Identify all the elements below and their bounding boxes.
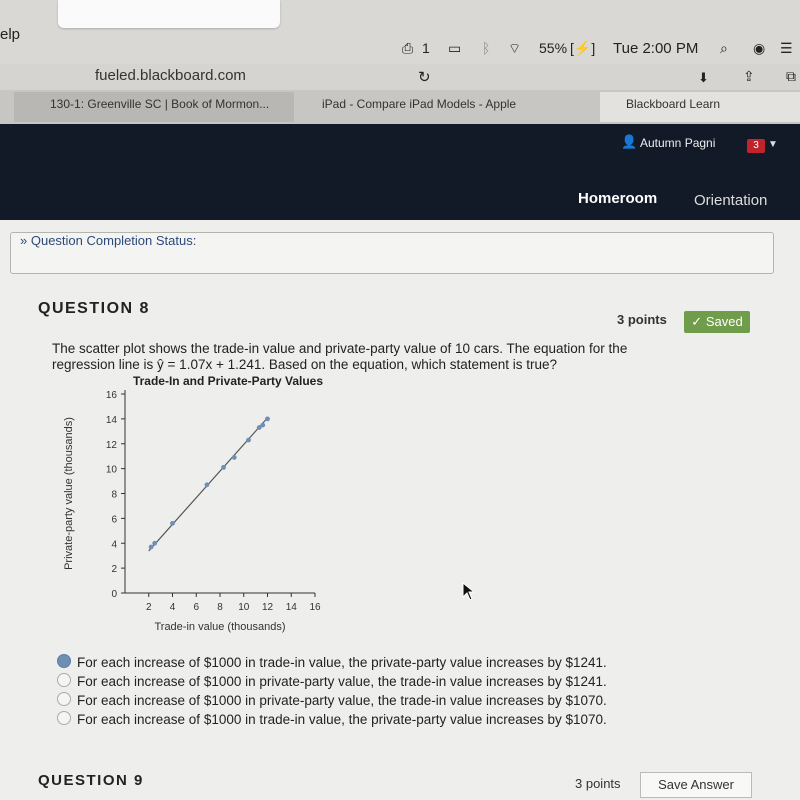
- data-point: [221, 465, 226, 470]
- question-8-text: [52, 341, 712, 373]
- bluetooth-icon: ᛒ: [482, 40, 491, 56]
- save-answer-button[interactable]: Save Answer: [640, 772, 752, 798]
- user-name[interactable]: Autumn Pagni: [640, 136, 716, 150]
- scatter-plot: [56, 370, 346, 638]
- user-avatar-icon: 👤: [621, 134, 638, 149]
- airplay-icon: ▭: [448, 40, 462, 56]
- question-9-points: 3 points: [575, 776, 621, 791]
- tabs-overview-icon[interactable]: ⧉: [786, 68, 796, 84]
- check-icon: ✓: [691, 314, 703, 329]
- x-tick-label: 2: [145, 602, 152, 613]
- double-chevron-down-icon: »: [20, 233, 28, 248]
- nav-homeroom[interactable]: Homeroom: [578, 190, 658, 207]
- y-tick-label: 8: [111, 489, 117, 501]
- answer-option-4[interactable]: [57, 711, 607, 727]
- status-label-text: Question Completion Status:: [30, 233, 197, 248]
- airdrop-icon: ⎙: [402, 40, 414, 56]
- y-tick-label: 10: [105, 464, 117, 476]
- question-9-title: QUESTION 9: [38, 772, 144, 789]
- notification-center-icon[interactable]: ☰: [780, 40, 793, 56]
- x-tick-label: 6: [193, 602, 200, 613]
- radio-button[interactable]: [57, 673, 71, 687]
- x-tick-label: 14: [285, 602, 297, 613]
- mouse-pointer-icon: [462, 582, 476, 602]
- radio-button[interactable]: [57, 711, 71, 725]
- download-icon[interactable]: ⬇: [698, 70, 709, 85]
- question-text-line-1: The scatter plot shows the trade-in value and private-party value of 10 cars. The equation for the: [52, 341, 628, 356]
- x-tick-label: 8: [217, 602, 223, 613]
- answer-option-2[interactable]: [57, 673, 607, 689]
- y-tick-label: 14: [105, 414, 117, 426]
- share-icon[interactable]: ⇪: [743, 68, 755, 84]
- airdrop-count: 1: [422, 40, 430, 56]
- question-8-points: 3 points: [617, 312, 667, 327]
- tab-ipad-compare[interactable]: iPad - Compare iPad Models - Apple: [322, 97, 517, 111]
- saved-badge: [684, 311, 750, 333]
- x-tick-label: 10: [238, 602, 250, 613]
- url-text[interactable]: fueled.blackboard.com: [95, 67, 246, 84]
- answer-option-2-label: For each increase of $1000 in private-party value, the trade-in value increases by $1241.: [77, 674, 607, 689]
- y-axis-label: Private-party value (thousands): [63, 417, 75, 570]
- y-tick-label: 2: [111, 564, 117, 576]
- tab-book-of-mormon[interactable]: 130-1: Greenville SC | Book of Mormon...: [14, 92, 294, 122]
- data-point: [149, 545, 154, 550]
- notification-badge[interactable]: 3: [747, 139, 765, 153]
- reload-icon[interactable]: ↻: [418, 69, 431, 86]
- y-tick-label: 0: [111, 589, 117, 600]
- wifi-icon: ⌔: [508, 40, 522, 56]
- tab-blackboard-learn[interactable]: Blackboard Learn: [600, 92, 800, 122]
- y-tick-label: 16: [105, 390, 117, 401]
- data-point: [265, 416, 270, 421]
- answer-option-4-label: For each increase of $1000 in trade-in value, the private-party value increases by $1070.: [77, 712, 607, 727]
- y-tick-label: 12: [105, 439, 117, 451]
- device-frame-edge: [58, 0, 280, 28]
- battery-icon: [⚡]: [570, 40, 596, 56]
- data-point: [246, 438, 251, 443]
- x-axis-label: Trade-in value (thousands): [154, 621, 286, 633]
- question-text-line-2: regression line is ŷ = 1.07x + 1.241. Based on the equation, which statement is true?: [52, 357, 558, 372]
- answer-option-1[interactable]: [57, 654, 607, 670]
- chart-title: Trade-In and Private-Party Values: [132, 374, 324, 388]
- radio-button[interactable]: [57, 692, 71, 706]
- y-tick-label: 4: [111, 539, 117, 551]
- y-tick-label: 6: [111, 514, 117, 526]
- data-point: [170, 521, 175, 526]
- question-completion-status-label[interactable]: [20, 233, 196, 248]
- clock: Tue 2:00 PM: [613, 40, 699, 57]
- siri-icon[interactable]: ◉: [753, 40, 766, 56]
- chevron-down-icon[interactable]: ▼: [768, 139, 778, 150]
- answer-option-3[interactable]: [57, 692, 607, 708]
- radio-button-selected[interactable]: [57, 654, 71, 668]
- x-tick-label: 12: [261, 602, 274, 613]
- answer-option-3-label: For each increase of $1000 in private-party value, the trade-in value increases by $1070.: [77, 693, 607, 708]
- nav-orientation[interactable]: Orientation: [694, 192, 768, 209]
- data-point: [205, 482, 210, 487]
- answer-option-1-label: For each increase of $1000 in trade-in value, the private-party value increases by $1241.: [77, 655, 607, 670]
- menu-help-fragment[interactable]: elp: [0, 26, 21, 43]
- data-point: [232, 455, 237, 460]
- data-point: [152, 541, 157, 546]
- x-tick-label: 16: [309, 602, 321, 613]
- saved-label: Saved: [705, 314, 743, 329]
- x-tick-label: 4: [169, 602, 176, 613]
- question-8-title: QUESTION 8: [38, 300, 150, 317]
- battery-percent: 55%: [539, 40, 568, 56]
- data-point: [260, 423, 265, 428]
- spotlight-search-icon[interactable]: ⌕: [720, 40, 728, 56]
